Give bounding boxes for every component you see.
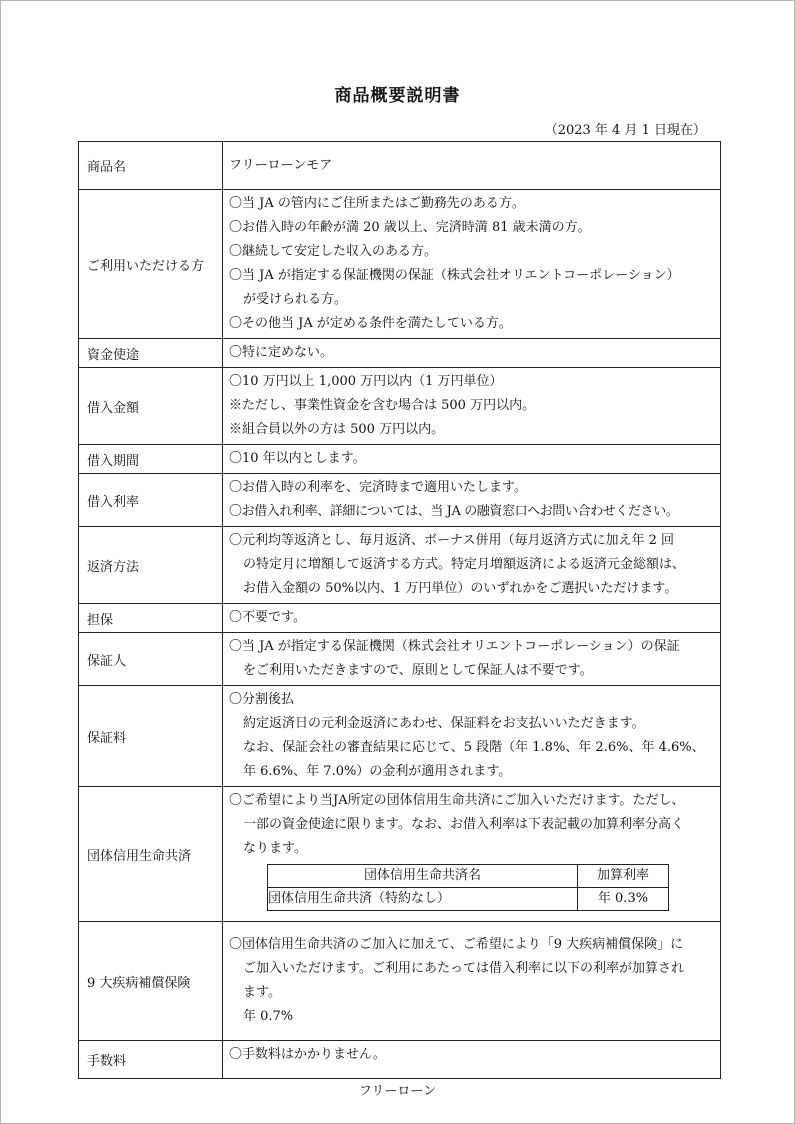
row-content	[223, 922, 721, 1041]
content-line: ※組合員以外の方は 500 万円以内。	[229, 422, 445, 437]
content-line: の特定月に増額して返済する方式。特定月増額返済による返済元金総額は、	[243, 557, 686, 572]
row-label: 担保	[79, 604, 223, 633]
row-label: 9 大疾病補償保険	[79, 922, 223, 1041]
row-content	[223, 787, 721, 922]
content-line: 一部の資金使途に限ります。なお、お借入利率は下表記載の加算利率分高く	[243, 817, 684, 832]
content-line: をご利用いただきますので、原則として保証人は不要です。	[243, 663, 593, 678]
row-content	[223, 339, 721, 368]
subtable-cell-rate: 年 0.3%	[578, 888, 669, 911]
content-line: 〇10 年以内とします。	[229, 451, 366, 466]
content-line: が受けられる方。	[243, 292, 348, 307]
row-content	[223, 1041, 721, 1079]
content-line: 〇お借入れ利率、詳細については、当 JA の融資窓口へお問い合わせください。	[229, 504, 679, 519]
row-content	[223, 633, 721, 686]
content-line: フリーローンモア	[229, 157, 333, 173]
content-line: 〇当 JA が指定する保証機関（株式会社オリエントコーポレーション）の保証	[229, 639, 680, 654]
content-line: 〇特に定めない。	[229, 345, 334, 360]
group-credit-life-rate-table	[267, 864, 669, 911]
table-row	[79, 686, 721, 787]
table-row	[79, 527, 721, 604]
row-content	[223, 445, 721, 474]
content-line: 〇不要です。	[229, 610, 306, 625]
row-content	[223, 474, 721, 527]
content-line: 〇当 JA が指定する保証機関の保証（株式会社オリエントコーポレーション）	[229, 268, 680, 283]
content-line: 〇当 JA の管内にご住所またはご勤務先のある方。	[229, 196, 525, 211]
row-label: 借入金額	[79, 368, 223, 445]
content-line: 〇その他当 JA が定める条件を満たしている方。	[229, 316, 512, 331]
table-row	[79, 474, 721, 527]
content-line: 〇分割後払	[229, 692, 295, 707]
content-line: 〇継続して安定した収入のある方。	[229, 244, 438, 259]
table-row	[79, 604, 721, 633]
table-row	[79, 190, 721, 339]
row-content	[223, 190, 721, 339]
table-row	[79, 1041, 721, 1079]
row-label: 商品名	[79, 142, 223, 190]
subtable-header-row	[268, 865, 669, 888]
subtable-header-rate: 加算利率	[578, 865, 669, 888]
content-line: 年 0.7%	[243, 1009, 294, 1024]
subtable-header-name: 団体信用生命共済名	[268, 865, 578, 888]
table-row	[79, 142, 721, 190]
content-line: 〇お借入時の利率を、完済時まで適用いたします。	[229, 480, 527, 495]
row-label: 保証人	[79, 633, 223, 686]
table-row	[79, 368, 721, 445]
row-label: 借入利率	[79, 474, 223, 527]
row-label: 借入期間	[79, 445, 223, 474]
page-title: 商品概要説明書	[334, 86, 461, 106]
row-content	[223, 604, 721, 633]
content-line: 〇元利均等返済とし、毎月返済、ボーナス併用（毎月返済方式に加え年 2 回	[229, 533, 675, 548]
table-row	[79, 787, 721, 922]
subtable-cell-name: 団体信用生命共済（特約なし）	[268, 888, 578, 911]
table-row	[79, 339, 721, 368]
content-line: 〇団体信用生命共済のご加入に加えて、ご希望により「9 大疾病補償保険」に	[229, 937, 684, 952]
row-content	[223, 142, 721, 190]
row-content	[223, 527, 721, 604]
row-label: 団体信用生命共済	[79, 787, 223, 922]
as-of-date: （2023 年 4 月 1 日現在）	[544, 123, 706, 138]
row-content	[223, 686, 721, 787]
row-label: ご利用いただける方	[79, 190, 223, 339]
content-line: 年 6.6%、年 7.0%）の金利が適用されます。	[243, 764, 512, 779]
content-line: 〇ご希望により当JA所定の団体信用生命共済にご加入いただけます。ただし、	[229, 793, 685, 808]
product-summary-table	[78, 141, 721, 1079]
table-row	[79, 922, 721, 1041]
content-line: 〇手数料はかかりません。	[229, 1047, 386, 1062]
table-row	[79, 445, 721, 474]
page-footer: フリーローン	[358, 1084, 437, 1099]
row-label: 保証料	[79, 686, 223, 787]
content-line: ※ただし、事業性資金を含む場合は 500 万円以内。	[229, 398, 536, 413]
content-line: なります。	[243, 841, 307, 856]
content-line: 〇10 万円以上 1,000 万円以内（1 万円単位）	[229, 374, 503, 389]
table-row	[79, 633, 721, 686]
content-line: ご加入いただけます。ご利用にあたっては借入利率に以下の利率が加算され	[243, 961, 684, 976]
content-line: 〇お借入時の年齢が満 20 歳以上、完済時満 81 歳未満の方。	[229, 220, 591, 235]
content-line: お借入金額の 50%以内、1 万円単位）のいずれかをご選択いただけます。	[243, 581, 678, 596]
row-label: 資金使途	[79, 339, 223, 368]
subtable-row	[268, 888, 669, 911]
row-label: 返済方法	[79, 527, 223, 604]
row-label: 手数料	[79, 1041, 223, 1079]
row-content	[223, 368, 721, 445]
content-line: ます。	[243, 985, 281, 1000]
content-line: なお、保証会社の審査結果に応じて、5 段階（年 1.8%、年 2.6%、年 4.6%、	[243, 740, 705, 755]
content-line: 約定返済日の元利金返済にあわせ、保証料をお支払いいただきます。	[243, 716, 645, 731]
